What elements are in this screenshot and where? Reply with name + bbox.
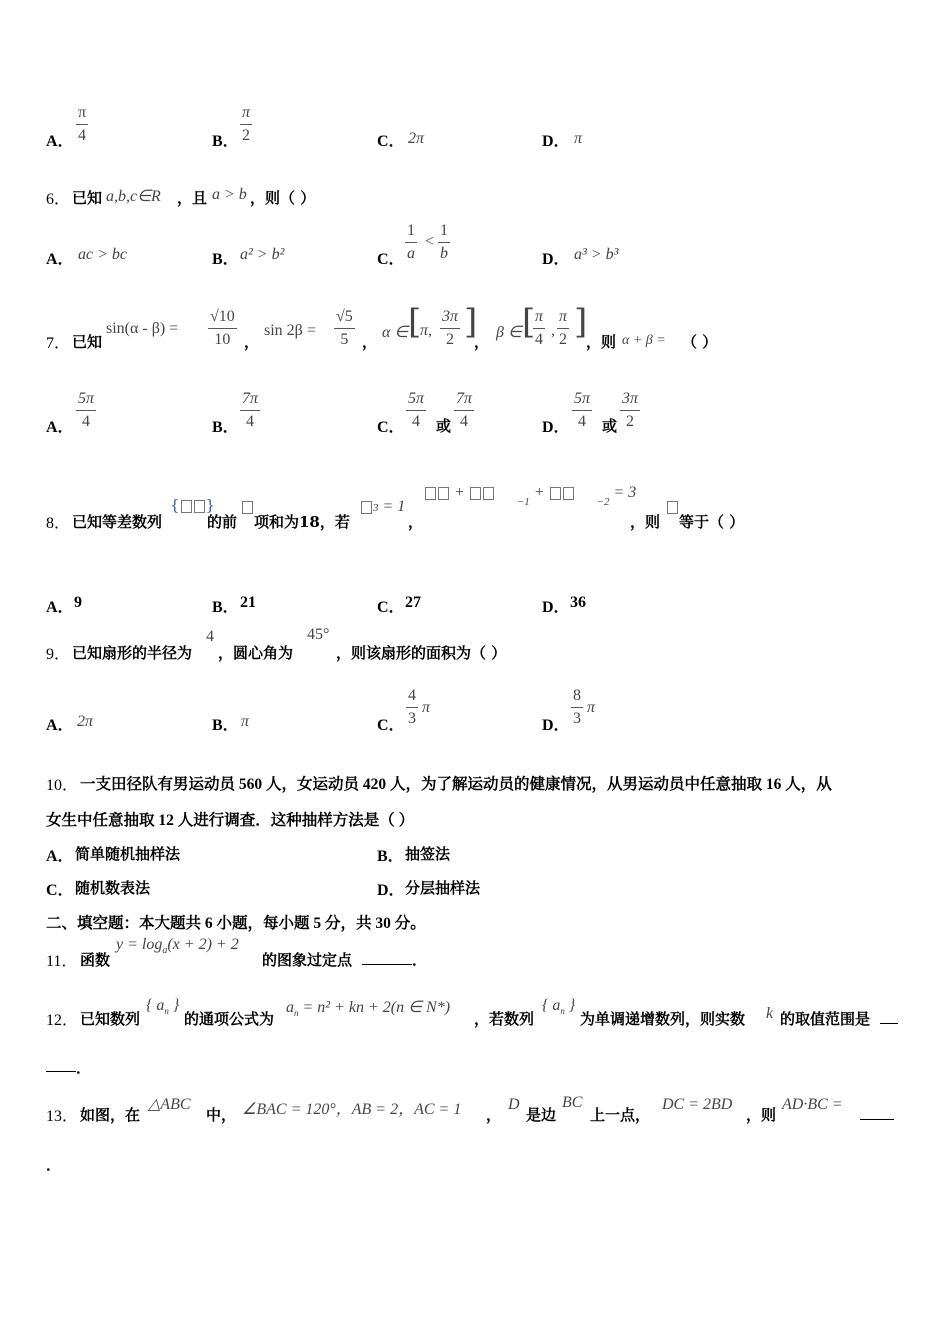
q7-beta-hi: π 2 bbox=[559, 308, 568, 348]
q8-text-d: ，则 bbox=[630, 513, 661, 531]
q12-text-c: ，若数列 bbox=[474, 1010, 535, 1028]
q6-option-d-label: D． bbox=[542, 251, 570, 268]
q9-option-b-value: π bbox=[241, 713, 250, 730]
q7-option-d-value2: 3π 2 bbox=[622, 390, 639, 430]
q13-conds: ∠BAC = 120°，AB = 2，AC = 1 bbox=[242, 1101, 462, 1118]
q6-text-b: ，且 bbox=[177, 189, 208, 207]
q6-cond2: a > b bbox=[212, 186, 247, 203]
q7-sin-expr: sin(α - β) = bbox=[106, 320, 179, 337]
q8-a3: 3 = 1 bbox=[360, 498, 405, 516]
q9-option-d-frac: 8 3 bbox=[573, 687, 581, 727]
q8-comma: ， bbox=[408, 513, 424, 531]
q12-seq2: { $a_n$ } bbox=[542, 997, 576, 1017]
q10-option-a-label: A． bbox=[46, 848, 74, 865]
q8-option-c-value: 27 bbox=[405, 594, 421, 611]
q7-text-b: ，则 bbox=[586, 333, 617, 351]
q8-number: 8． bbox=[46, 515, 71, 532]
q7-alpha-lo: π, bbox=[420, 322, 433, 339]
q8-text-a: 已知等差数列 bbox=[72, 513, 163, 531]
q7-comma2: ， bbox=[362, 333, 378, 351]
q7-paren: （ ） bbox=[682, 333, 718, 351]
q7-comma1: ， bbox=[244, 333, 260, 351]
q6-option-c-op: < bbox=[425, 233, 435, 250]
q9-option-c-label: C． bbox=[377, 717, 405, 734]
q9-option-b-label: B． bbox=[212, 717, 239, 734]
q9-option-d-label: D． bbox=[542, 717, 570, 734]
q11-answer-blank[interactable] bbox=[362, 949, 412, 965]
q5-option-c-value: 2π bbox=[408, 130, 425, 147]
q8-option-d-label: D． bbox=[542, 599, 570, 616]
q6-option-d-value: a³ > b³ bbox=[574, 246, 619, 263]
q11-formula: $y = \log_a(x + 2) + 2$ bbox=[116, 936, 239, 957]
q6-option-b-value: a² > b² bbox=[240, 246, 285, 263]
q9-text-a: 已知扇形的半径为 bbox=[72, 644, 193, 662]
q10-option-c-value: 随机数表法 bbox=[75, 879, 151, 897]
q8-option-c-label: C． bbox=[377, 599, 405, 616]
q8-text-b: 的前 bbox=[207, 513, 238, 531]
q8-option-d-value: 36 bbox=[570, 594, 586, 611]
q5-option-d-label: D． bbox=[542, 133, 570, 150]
q7-comma3: ， bbox=[474, 333, 490, 351]
q9-option-a-value: 2π bbox=[77, 713, 94, 730]
q7-target: α + β = bbox=[622, 333, 666, 348]
q10-option-d-value: 分层抽样法 bbox=[405, 879, 481, 897]
q9-option-d-pi: π bbox=[587, 699, 596, 716]
q13-answer-blank[interactable] bbox=[860, 1104, 894, 1120]
q12-text-d: 为单调递增数列，则实数 bbox=[580, 1010, 746, 1028]
q8-n-placeholder bbox=[241, 497, 254, 515]
q6-cond1: a,b,c∈R bbox=[106, 188, 161, 205]
q9-text-c: ，则该扇形的面积为（ ） bbox=[336, 644, 507, 662]
q13-number: 13． bbox=[46, 1108, 79, 1125]
q7-option-c-value1: 5π 4 bbox=[408, 390, 425, 430]
q13-d: D bbox=[508, 1096, 520, 1113]
q8-option-b-value: 21 bbox=[240, 594, 256, 611]
q8-option-b-label: B． bbox=[212, 599, 239, 616]
q7-option-b-value: 7π 4 bbox=[242, 390, 259, 430]
q11-text-b: 的图象过定点 bbox=[262, 951, 353, 969]
q7-option-b-label: B． bbox=[212, 419, 239, 436]
q13-dot-product: AD·BC = bbox=[782, 1096, 843, 1113]
q12-tail: ． bbox=[76, 1059, 92, 1077]
q11-tail: ． bbox=[412, 951, 428, 969]
q12-text-e: 的取值范围是 bbox=[780, 1010, 871, 1028]
q13-text-a: 如图，在 bbox=[80, 1106, 141, 1124]
q10-option-d-label: D． bbox=[377, 882, 405, 899]
q13-dc: DC = 2BD bbox=[662, 1096, 733, 1113]
q13-text-d: 上一点， bbox=[590, 1106, 651, 1124]
q10-number: 10． bbox=[46, 777, 79, 794]
q6-text-a: 已知 bbox=[72, 189, 103, 207]
q7-option-c-or: 或 bbox=[436, 417, 452, 435]
q5-option-a-value: π 4 bbox=[78, 104, 87, 144]
q9-radius: 4 bbox=[206, 628, 214, 645]
q9-option-a-label: A． bbox=[46, 717, 74, 734]
q10-line2: 女生中任意抽取 12 人进行调查．这种抽样方法是（ ） bbox=[46, 812, 415, 829]
q8-text-c: 项和为18，若 bbox=[254, 513, 350, 531]
q9-text-b: ，圆心角为 bbox=[218, 644, 294, 662]
q9-option-c-pi: π bbox=[422, 699, 431, 716]
q13-text-e: ，则 bbox=[746, 1106, 777, 1124]
q12-formula: $a_n = n^2$ + kn + 2(n ∈ N*) bbox=[286, 999, 451, 1019]
q12-k: k bbox=[766, 1005, 774, 1022]
q6-option-a-value: ac > bc bbox=[78, 246, 127, 263]
q10-option-c-label: C． bbox=[46, 882, 74, 899]
q7-beta-in: β ∈ bbox=[496, 324, 522, 341]
q8-k-placeholder bbox=[666, 497, 679, 515]
q6-text-c: ，则（ ） bbox=[250, 189, 316, 207]
q11-text-a: 函数 bbox=[80, 951, 111, 969]
q9-number: 9． bbox=[46, 646, 71, 663]
q5-option-d-value: π bbox=[574, 130, 583, 147]
q7-option-a-label: A． bbox=[46, 419, 74, 436]
q6-option-c-frac2: 1 b bbox=[440, 222, 448, 262]
q7-option-d-label: D． bbox=[542, 419, 570, 436]
q8-option-a-value: 9 bbox=[74, 594, 82, 611]
q13-comma: ， bbox=[486, 1106, 502, 1124]
q5-option-c-label: C． bbox=[377, 133, 405, 150]
q6-number: 6． bbox=[46, 191, 71, 208]
q7-sin2b: sin 2β = bbox=[264, 322, 316, 339]
q7-frac-sqrt10: √10 10 bbox=[210, 308, 235, 348]
q13-bc: BC bbox=[562, 1094, 583, 1111]
q10-option-a-value: 简单随机抽样法 bbox=[75, 845, 181, 863]
q12-text-b: 的通项公式为 bbox=[184, 1010, 275, 1028]
q10-option-b-value: 抽签法 bbox=[405, 845, 451, 863]
q7-option-a-value: 5π 4 bbox=[78, 390, 95, 430]
q9-option-c-frac: 4 3 bbox=[408, 687, 416, 727]
q7-frac-sqrt5: √5 5 bbox=[336, 308, 353, 348]
q12-answer-blank-1[interactable] bbox=[880, 1008, 898, 1024]
q12-text-a: 已知数列 bbox=[80, 1010, 141, 1028]
q7-text-a: 已知 bbox=[72, 333, 103, 351]
q8-text-e: 等于（ ） bbox=[679, 513, 745, 531]
q10-option-b-label: B． bbox=[377, 848, 404, 865]
section2-heading: 二、填空题：本大题共 6 小题，每小题 5 分，共 30 分。 bbox=[46, 915, 426, 932]
q13-tail: ． bbox=[46, 1156, 62, 1174]
q7-option-d-value1: 5π 4 bbox=[574, 390, 591, 430]
q8-sum-expr: + $_{-1}$ + $_{-2}$ = 3 bbox=[424, 484, 636, 502]
q12-seq: { $a_n$ } bbox=[146, 997, 180, 1017]
q8-option-a-label: A． bbox=[46, 599, 74, 616]
q12-answer-blank-2[interactable] bbox=[46, 1056, 76, 1072]
q9-angle: 45° bbox=[307, 626, 330, 643]
q12-number: 12． bbox=[46, 1012, 79, 1029]
q6-option-a-label: A． bbox=[46, 251, 74, 268]
q13-text-b: 中， bbox=[206, 1106, 237, 1124]
q7-option-d-or: 或 bbox=[602, 417, 618, 435]
q7-beta-lo: π 4 bbox=[535, 308, 544, 348]
q5-option-b-value: π 2 bbox=[242, 104, 251, 144]
q7-alpha-in: α ∈ bbox=[382, 324, 409, 341]
q6-option-c-frac1: 1 a bbox=[407, 222, 415, 262]
q7-alpha-hi: 3π 2 bbox=[442, 308, 459, 348]
q11-number: 11． bbox=[46, 953, 78, 970]
q7-option-c-value2: 7π 4 bbox=[456, 390, 473, 430]
q6-option-b-label: B． bbox=[212, 251, 239, 268]
q6-option-c-label: C． bbox=[377, 251, 405, 268]
q7-option-c-label: C． bbox=[377, 419, 405, 436]
q5-option-a-label: A． bbox=[46, 133, 74, 150]
q13-triangle: △ABC bbox=[148, 1096, 191, 1113]
q5-option-b-label: B． bbox=[212, 133, 239, 150]
q7-number: 7． bbox=[46, 335, 71, 352]
q13-text-c: 是边 bbox=[526, 1106, 557, 1124]
q8-seq: { } bbox=[170, 496, 216, 514]
q10-line1: 一支田径队有男运动员 560 人，女运动员 420 人，为了解运动员的健康情况，从男运动员中任意抽取 16 人，从 bbox=[80, 776, 832, 793]
